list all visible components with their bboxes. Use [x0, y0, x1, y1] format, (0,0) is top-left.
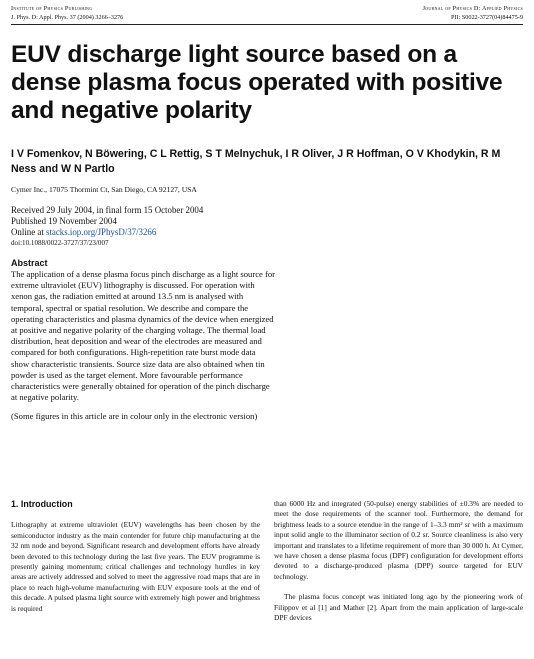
abstract-heading: Abstract: [11, 258, 48, 268]
citation: J. Phys. D: Appl. Phys. 37 (2004) 3266–3276: [11, 14, 124, 21]
abstract-body: [11, 269, 523, 403]
author-list: I V Fomenkov, N Böwering, C L Rettig, S T Melnychuk, I R Oliver, J R Hoffman, O V Khodykin, R M Ness and W N Partlo: [11, 148, 501, 175]
abstract-line: extreme ultraviolet (EUV) lithography is discussed. For operation with: [11, 280, 255, 291]
abstract-line: operating characteristics and plasma dynamics of the device when energized: [11, 313, 274, 324]
published-date: Published 19 November 2004: [11, 216, 117, 226]
affiliation: Cymer Inc., 17075 Thormint Ct, San Diego, CA 92127, USA: [11, 185, 197, 194]
section-heading: 1. Introduction: [11, 499, 73, 509]
abstract-line: xenon gas, the radiation emitted at around 13.5 nm is analysed with: [11, 291, 244, 302]
publisher-name: Institute of Physics Publishing: [11, 5, 93, 12]
abstract-line: temporal, spectral or spatial resolution. We describe and compare the: [11, 302, 249, 313]
abstract-line: at positive and negative polarity of the charging voltage. The thermal load: [11, 325, 266, 336]
colour-note: (Some figures in this article are in colour only in the electronic version): [11, 411, 258, 422]
online-link[interactable]: stacks.iop.org/JPhysD/37/3266: [46, 227, 157, 237]
abstract-line: powder is used as the target element. More favourable performance: [11, 369, 243, 380]
running-header: [11, 4, 523, 13]
doi: doi:10.1088/0022-3727/37/23/007: [11, 239, 109, 247]
pii: PII: S0022-3727(04)84475-9: [450, 14, 523, 21]
plasma-focus-paragraph: The plasma focus concept was initiated long ago by the pioneering work of Filippov et al [1] and Mather [2]. Apart from the main application of large-scale DPF devices: [274, 592, 523, 623]
abstract-line: at negative polarity.: [11, 392, 79, 403]
received-date: Received 29 July 2004, in final form 15 October 2004: [11, 205, 204, 215]
left-column: [11, 499, 260, 623]
publication-dates: [11, 205, 523, 248]
abstract-line: The application of a dense plasma focus pinch discharge as a light source for: [11, 269, 276, 279]
citation-row: [11, 13, 523, 22]
intro-paragraph: Lithography at extreme ultraviolet (EUV) wavelengths has been chosen by the semiconductor industry as the main contender for future chip manufacturing at the 32 nm node and beyond. Significant research and development efforts have already been devoted to this technology during the last five years. The EUV programme is presently gaining momentum; critical challenges and technology hurdles in key areas are actively addressed and solved to meet the aggressive road maps that are in place to reach high-volume manufacturing with EUV exposure tools at the end of this decade. A pulsed plasma light source with extremely high power and brightness is required: [11, 520, 260, 613]
header-rule: [11, 24, 523, 25]
abstract-line: show characteristic transients. Source size data are also obtained when tin: [11, 358, 265, 369]
right-column: [274, 499, 523, 623]
journal-name: Journal of Physics D: Applied Physics: [422, 5, 523, 12]
online-prefix: Online at: [11, 227, 46, 237]
requirements-paragraph: than 6000 Hz and integrated (50-pulse) energy stabilities of ±0.3% are needed to meet the dose requirements of the scanner tool. Furthermore, the demand for brightness leads to a source etendue in the range of 1–3.3 mm² sr with a maximum input solid angle to the illuminator section of 0.2 sr. Source cleanliness is also very important and translates to a lifetime requirement of more than 30 000 h. At Cymer, we have chosen a dense plasma focus (DPF) configuration for development efforts devoted to a discharge-produced plasma (DPP) source targeted for EUV technology.: [274, 499, 523, 581]
online-line: [11, 227, 523, 238]
abstract-line: characteristics were generally obtained for operation of the pinch discharge: [11, 381, 270, 392]
body-columns: [11, 499, 523, 623]
abstract-line: compared for both configurations. High-repetition rate burst mode data: [11, 347, 256, 358]
paper-title: EUV discharge light source based on a dense plasma focus operated with positive and negative polarity: [11, 41, 503, 124]
abstract-line: distribution, heat deposition and wear of the electrodes are measured and: [11, 336, 262, 347]
